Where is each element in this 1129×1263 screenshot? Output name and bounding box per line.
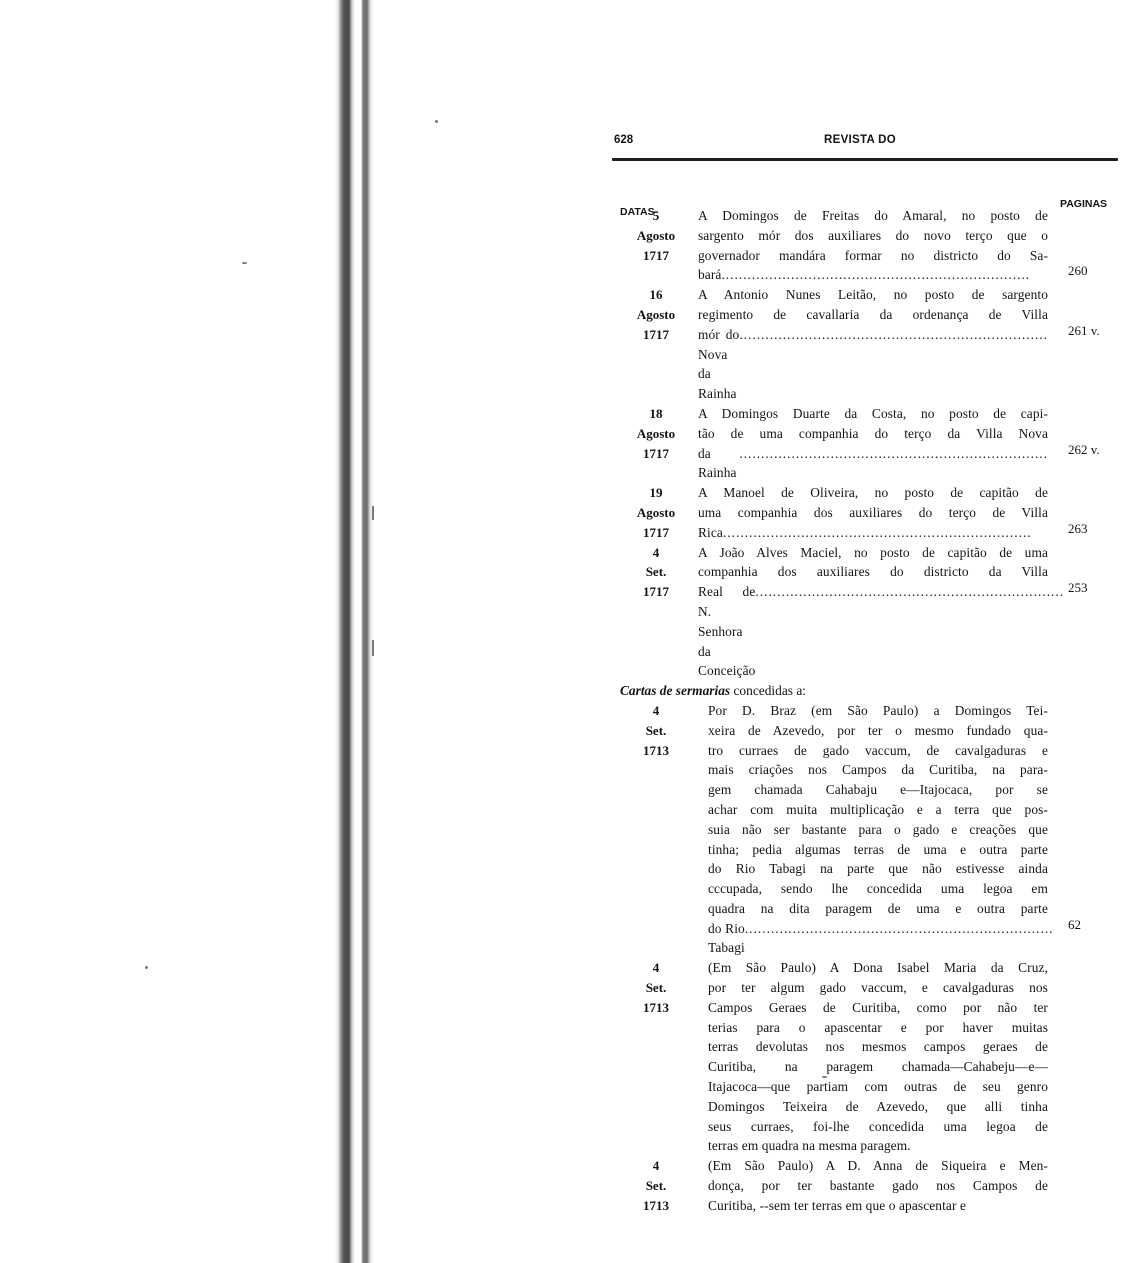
entry-date-line: 1713 <box>643 742 669 758</box>
appointment-entry <box>600 404 1125 483</box>
entry-text-line: por ter algum gado vaccum, e cavalgaduras nos <box>708 980 1048 996</box>
entry-date-line: Agosto <box>636 504 676 520</box>
entry-text-line <box>708 919 1054 959</box>
entry-date-line: Set. <box>645 980 667 996</box>
entry-text-line: xeira de Azevedo, por ter o mesmo fundado qua- <box>708 722 1048 738</box>
entry-text-line <box>698 582 1065 681</box>
page-number: 628 <box>614 134 634 146</box>
entry-date <box>620 1156 692 1215</box>
dates-column-label: DATAS <box>620 206 655 218</box>
entry-text-line: quadra na dita paragem de uma e outra parte <box>708 900 1048 916</box>
entry-text-line: Curitiba, na paragem chamada—Cahabeju—e— <box>708 1059 1048 1075</box>
scan-speck <box>242 262 247 264</box>
entry-text-segment: Real de N. Senhora da Conceição <box>698 584 756 679</box>
entry-text-line: tinha; pedia algumas terras de uma e outra parte <box>708 841 1048 857</box>
entry-text-segment: da Rainha <box>698 445 737 481</box>
entry-text <box>698 404 1048 483</box>
entry-text-line: gem chamada Cahabaju e—Itajocaca, por se <box>708 782 1048 798</box>
entry-text-line: A João Alves Maciel, no posto de capitão de uma <box>698 544 1048 560</box>
entry-text-line: companhia dos auxiliares do districto da Villa <box>698 564 1048 580</box>
entry-text-line: A Manoel de Oliveira, no posto de capitão de <box>698 485 1048 501</box>
entry-text-line: Domingos Teixeira de Azevedo, que alli tinha <box>708 1098 1048 1114</box>
entry-text-line: A Domingos Duarte da Costa, no posto de capi- <box>698 405 1048 421</box>
entry-date-line: 16 <box>649 287 663 303</box>
entry-date-line: 4 <box>652 702 660 718</box>
entry-date <box>620 404 692 463</box>
entry-date <box>620 285 692 344</box>
entry-text-line: donça, por ter bastante gado nos Campos de <box>708 1178 1048 1194</box>
dot-leader: ....................................................................... <box>739 326 1048 342</box>
appointment-entry <box>600 543 1125 682</box>
scan-speck <box>435 120 438 123</box>
appointment-entry <box>600 206 1125 285</box>
entry-text-line: Curitiba, --sem ter terras em que o apascentar e <box>708 1197 966 1213</box>
entry-date <box>620 543 692 602</box>
dot-leader: ....................................................................... <box>721 267 1031 283</box>
entry-date-line: 4 <box>652 1158 660 1174</box>
dot-leader: ....................................................................... <box>739 445 1048 461</box>
entry-text-segment: do Rio Tabagi <box>708 920 745 956</box>
scan-speck <box>372 506 374 520</box>
book-gutter-shadow <box>335 0 380 1263</box>
entry-text-line: A Antonio Nunes Leitão, no posto de sargento <box>698 287 1048 303</box>
entry-text-line: sargento mór dos auxiliares do novo terço que o <box>698 227 1048 243</box>
entry-text-line <box>698 523 1048 543</box>
entry-date-line: 1717 <box>643 584 669 600</box>
entry-text-line: seus curraes, foi-lhe concedida uma legoa de <box>708 1118 1048 1134</box>
grant-entries <box>600 701 1125 1216</box>
entry-text-line: (Em São Paulo) A D. Anna de Siqueira e Men- <box>708 1158 1048 1174</box>
appointment-entry <box>600 285 1125 404</box>
entry-text <box>708 958 1048 1156</box>
entry-text-line: tão de uma companhia do terço da Villa Nova <box>698 425 1048 441</box>
appointment-entry <box>600 483 1125 542</box>
grant-entry <box>600 1156 1125 1215</box>
appointment-entries <box>600 206 1125 681</box>
grant-entry <box>600 958 1125 1156</box>
entry-text-line: terras em quadra na mesma paragem. <box>708 1138 911 1154</box>
entry-date-line: 1713 <box>643 999 669 1015</box>
entry-date-line: 1713 <box>643 1197 669 1213</box>
entry-text-line: do Rio Tabagi na parte que não estivesse ainda <box>708 861 1048 877</box>
page-header <box>600 128 1125 150</box>
entry-date <box>620 958 692 1017</box>
entry-text-line: mais criações nos Campos da Curitiba, na para- <box>708 762 1048 778</box>
document-page <box>600 128 1125 1213</box>
entry-text-line <box>698 444 1048 484</box>
entry-text-segment: mór do Nova da Rainha <box>698 326 740 402</box>
entry-list <box>600 206 1125 1216</box>
entry-date-line: Agosto <box>636 227 676 243</box>
entry-date-line: Agosto <box>636 306 676 322</box>
dot-leader: ....................................................................... <box>744 920 1054 936</box>
dot-leader: ....................................................................... <box>722 524 1032 540</box>
entry-date-line: 5 <box>652 208 660 223</box>
entry-text-line: tro curraes de gado vaccum, de cavalgaduras e <box>708 742 1048 758</box>
entry-text-line: Por D. Braz (em São Paulo) a Domingos Tei- <box>708 702 1048 718</box>
page-reference: 253 <box>1068 580 1088 596</box>
entry-date-line: 1717 <box>643 445 669 461</box>
entry-date-line: 1717 <box>643 247 669 263</box>
section-heading <box>620 681 1125 701</box>
pages-column-label: PAGINAS <box>1060 198 1108 210</box>
page-reference: 260 <box>1068 263 1088 279</box>
entry-text-line <box>698 265 1048 285</box>
entry-text-line: governador mandára formar no districto do Sa- <box>698 247 1048 263</box>
entry-text-line: regimento de cavallaria da ordenança de Villa <box>698 306 1048 322</box>
entry-text-line <box>698 325 1048 404</box>
entry-text-line: terras devolutas nos mesmos campos geraes de <box>708 1039 1048 1055</box>
entry-text <box>698 543 1065 682</box>
page-reference: 263 <box>1068 520 1088 536</box>
entry-text-segment: bará <box>698 267 722 283</box>
scan-speck <box>145 966 148 969</box>
entry-text <box>708 701 1054 958</box>
dot-leader: ....................................................................... <box>755 584 1065 600</box>
entry-date-line: Set. <box>645 722 667 738</box>
entry-text-line: achar com muita multiplicação e a terra que pos- <box>708 801 1048 817</box>
section-heading-italic: Cartas de sermarias <box>620 683 731 699</box>
page-reference: 262 v. <box>1068 441 1100 457</box>
entry-text-line: (Em São Paulo) A Dona Isabel Maria da Cruz, <box>708 960 1048 976</box>
entry-text-line: Itajacoca—que partiam com outras de seu genro <box>708 1079 1048 1095</box>
entry-date-line: Set. <box>645 1178 667 1194</box>
entry-text-line: cccupada, sendo lhe concedida uma legoa em <box>708 881 1048 897</box>
entry-text <box>698 483 1048 542</box>
entry-date-line: Set. <box>645 564 667 580</box>
entry-text-line: Campos Geraes de Curitiba, como por não ter <box>708 999 1048 1015</box>
page-reference: 62 <box>1068 916 1081 932</box>
entry-text <box>698 206 1048 285</box>
entry-text-line: A Domingos de Freitas do Amaral, no posto de <box>698 208 1048 223</box>
entry-date <box>620 701 692 760</box>
entry-text-line: terias para o apascentar e por haver muitas <box>708 1019 1048 1035</box>
entry-date <box>620 483 692 542</box>
entry-text-segment: Rica <box>698 524 723 540</box>
entry-date-line: 4 <box>652 960 660 976</box>
entry-text <box>698 285 1048 404</box>
section-heading-text: concedidas a: <box>733 683 806 699</box>
entry-date-line: 19 <box>649 485 663 501</box>
entry-date-line: 1717 <box>643 524 669 540</box>
entry-date-line: Agosto <box>636 425 676 441</box>
page-reference: 261 v. <box>1068 322 1100 338</box>
entry-date <box>620 206 692 265</box>
entry-text <box>708 1156 1048 1215</box>
scan-speck <box>372 640 374 656</box>
entry-text-line: uma companhia dos auxiliares do terço de Villa <box>698 504 1048 520</box>
grant-entry <box>600 701 1125 958</box>
entry-date-line: 4 <box>652 544 660 560</box>
entry-text-line: suia não ser bastante para o gado e creações que <box>708 821 1048 837</box>
entry-date-line: 1717 <box>643 326 669 342</box>
entry-date-line: 18 <box>649 405 663 421</box>
running-title: REVISTA DO <box>824 134 897 146</box>
